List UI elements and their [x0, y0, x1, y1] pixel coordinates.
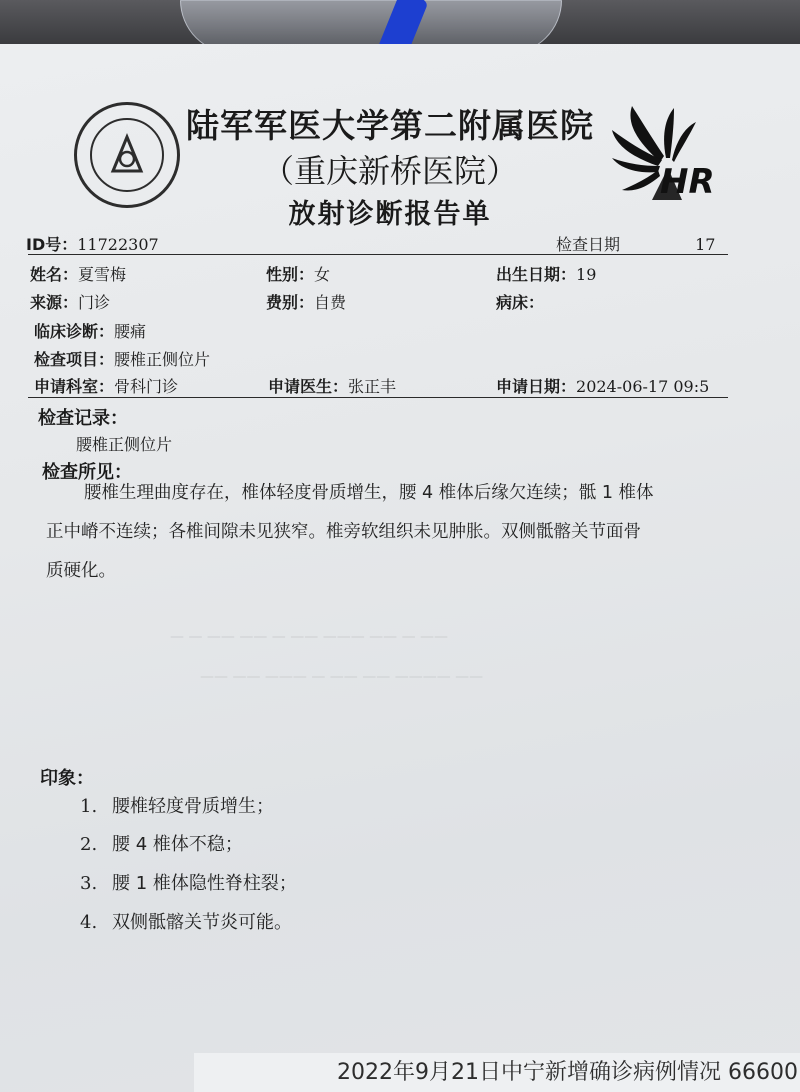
record-heading: 检查记录： [38, 408, 128, 429]
dept-field: 申请科室：骨科门诊 [34, 377, 179, 396]
diagnosis-field: 临床诊断：腰痛 [34, 322, 147, 341]
exam-item: 腰椎正侧位片 [114, 350, 211, 369]
impression-heading: 印象： [40, 768, 94, 789]
findings-heading: 检查所见： [42, 462, 132, 483]
source-field: 来源：门诊 [30, 293, 111, 312]
findings-line-3: 质硬化。 [46, 561, 116, 581]
id-label: ID号： [26, 235, 78, 254]
birth-field: 出生日期：19 [496, 265, 597, 284]
id-row [26, 232, 159, 255]
exam-date-value: 17 [695, 235, 716, 254]
exam-date-label: 检查日期 [556, 235, 621, 254]
exam-item-field: 检查项目：腰椎正侧位片 [34, 350, 211, 369]
impression-item: 4. 双侧骶髂关节炎可能。 [80, 912, 292, 933]
record-text: 腰椎正侧位片 [76, 435, 173, 454]
info-rule [28, 397, 728, 398]
impression-item: 1. 腰椎轻度骨质增生； [80, 796, 274, 817]
hospital-alias: （重庆新桥医院） [261, 152, 518, 190]
patient-fee: 自费 [314, 293, 347, 312]
image-caption: 2022年9月21日中宁新增确诊病例情况 66600 [194, 1053, 800, 1092]
exam-date [556, 232, 715, 255]
report-paper [0, 44, 800, 1092]
fee-field: 费别：自费 [266, 293, 347, 312]
apply-date-field: 申请日期：2024-06-17 09:5 [496, 377, 710, 396]
bleed-through-text: —— —— ——— — —— —— ———— —— [200, 669, 484, 685]
apply-date: 2024-06-17 09:5 [576, 377, 710, 396]
impression-item: 2. 腰 4 椎体不稳； [80, 834, 243, 855]
name-field: 姓名：夏雪梅 [30, 265, 127, 284]
bed-field: 病床： [496, 293, 545, 312]
apply-doctor: 张正丰 [348, 377, 397, 396]
sex-field: 性别：女 [266, 265, 331, 284]
patient-source: 门诊 [78, 293, 111, 312]
hospital-seal-icon [74, 102, 180, 208]
report-title: 放射诊断报告单 [288, 199, 492, 230]
apply-dept: 骨科门诊 [114, 377, 179, 396]
findings-line-2: 正中嵴不连续；各椎间隙未见狭窄。椎旁软组织未见肿胀。双侧骶髂关节面骨 [46, 522, 641, 542]
seal-emblem-icon [105, 133, 149, 177]
impression-item: 3. 腰 1 椎体隐性脊柱裂； [80, 873, 297, 894]
bleed-through-text: — — —— —— — —— ——— —— — —— [170, 629, 449, 645]
hr-logo-text: HR [660, 162, 715, 202]
patient-sex: 女 [314, 265, 331, 284]
hospital-name: 陆军军医大学第二附属医院 [186, 106, 594, 145]
id-value: 11722307 [77, 235, 159, 254]
patient-name: 夏雪梅 [78, 265, 127, 284]
header-rule [28, 254, 728, 255]
clinical-diagnosis: 腰痛 [114, 322, 147, 341]
doctor-field: 申请医生：张正丰 [268, 377, 397, 396]
findings-line-1: 腰椎生理曲度存在，椎体轻度骨质增生，腰 4 椎体后缘欠连续；骶 1 椎体 [84, 483, 654, 503]
patient-birth: 19 [576, 265, 597, 284]
